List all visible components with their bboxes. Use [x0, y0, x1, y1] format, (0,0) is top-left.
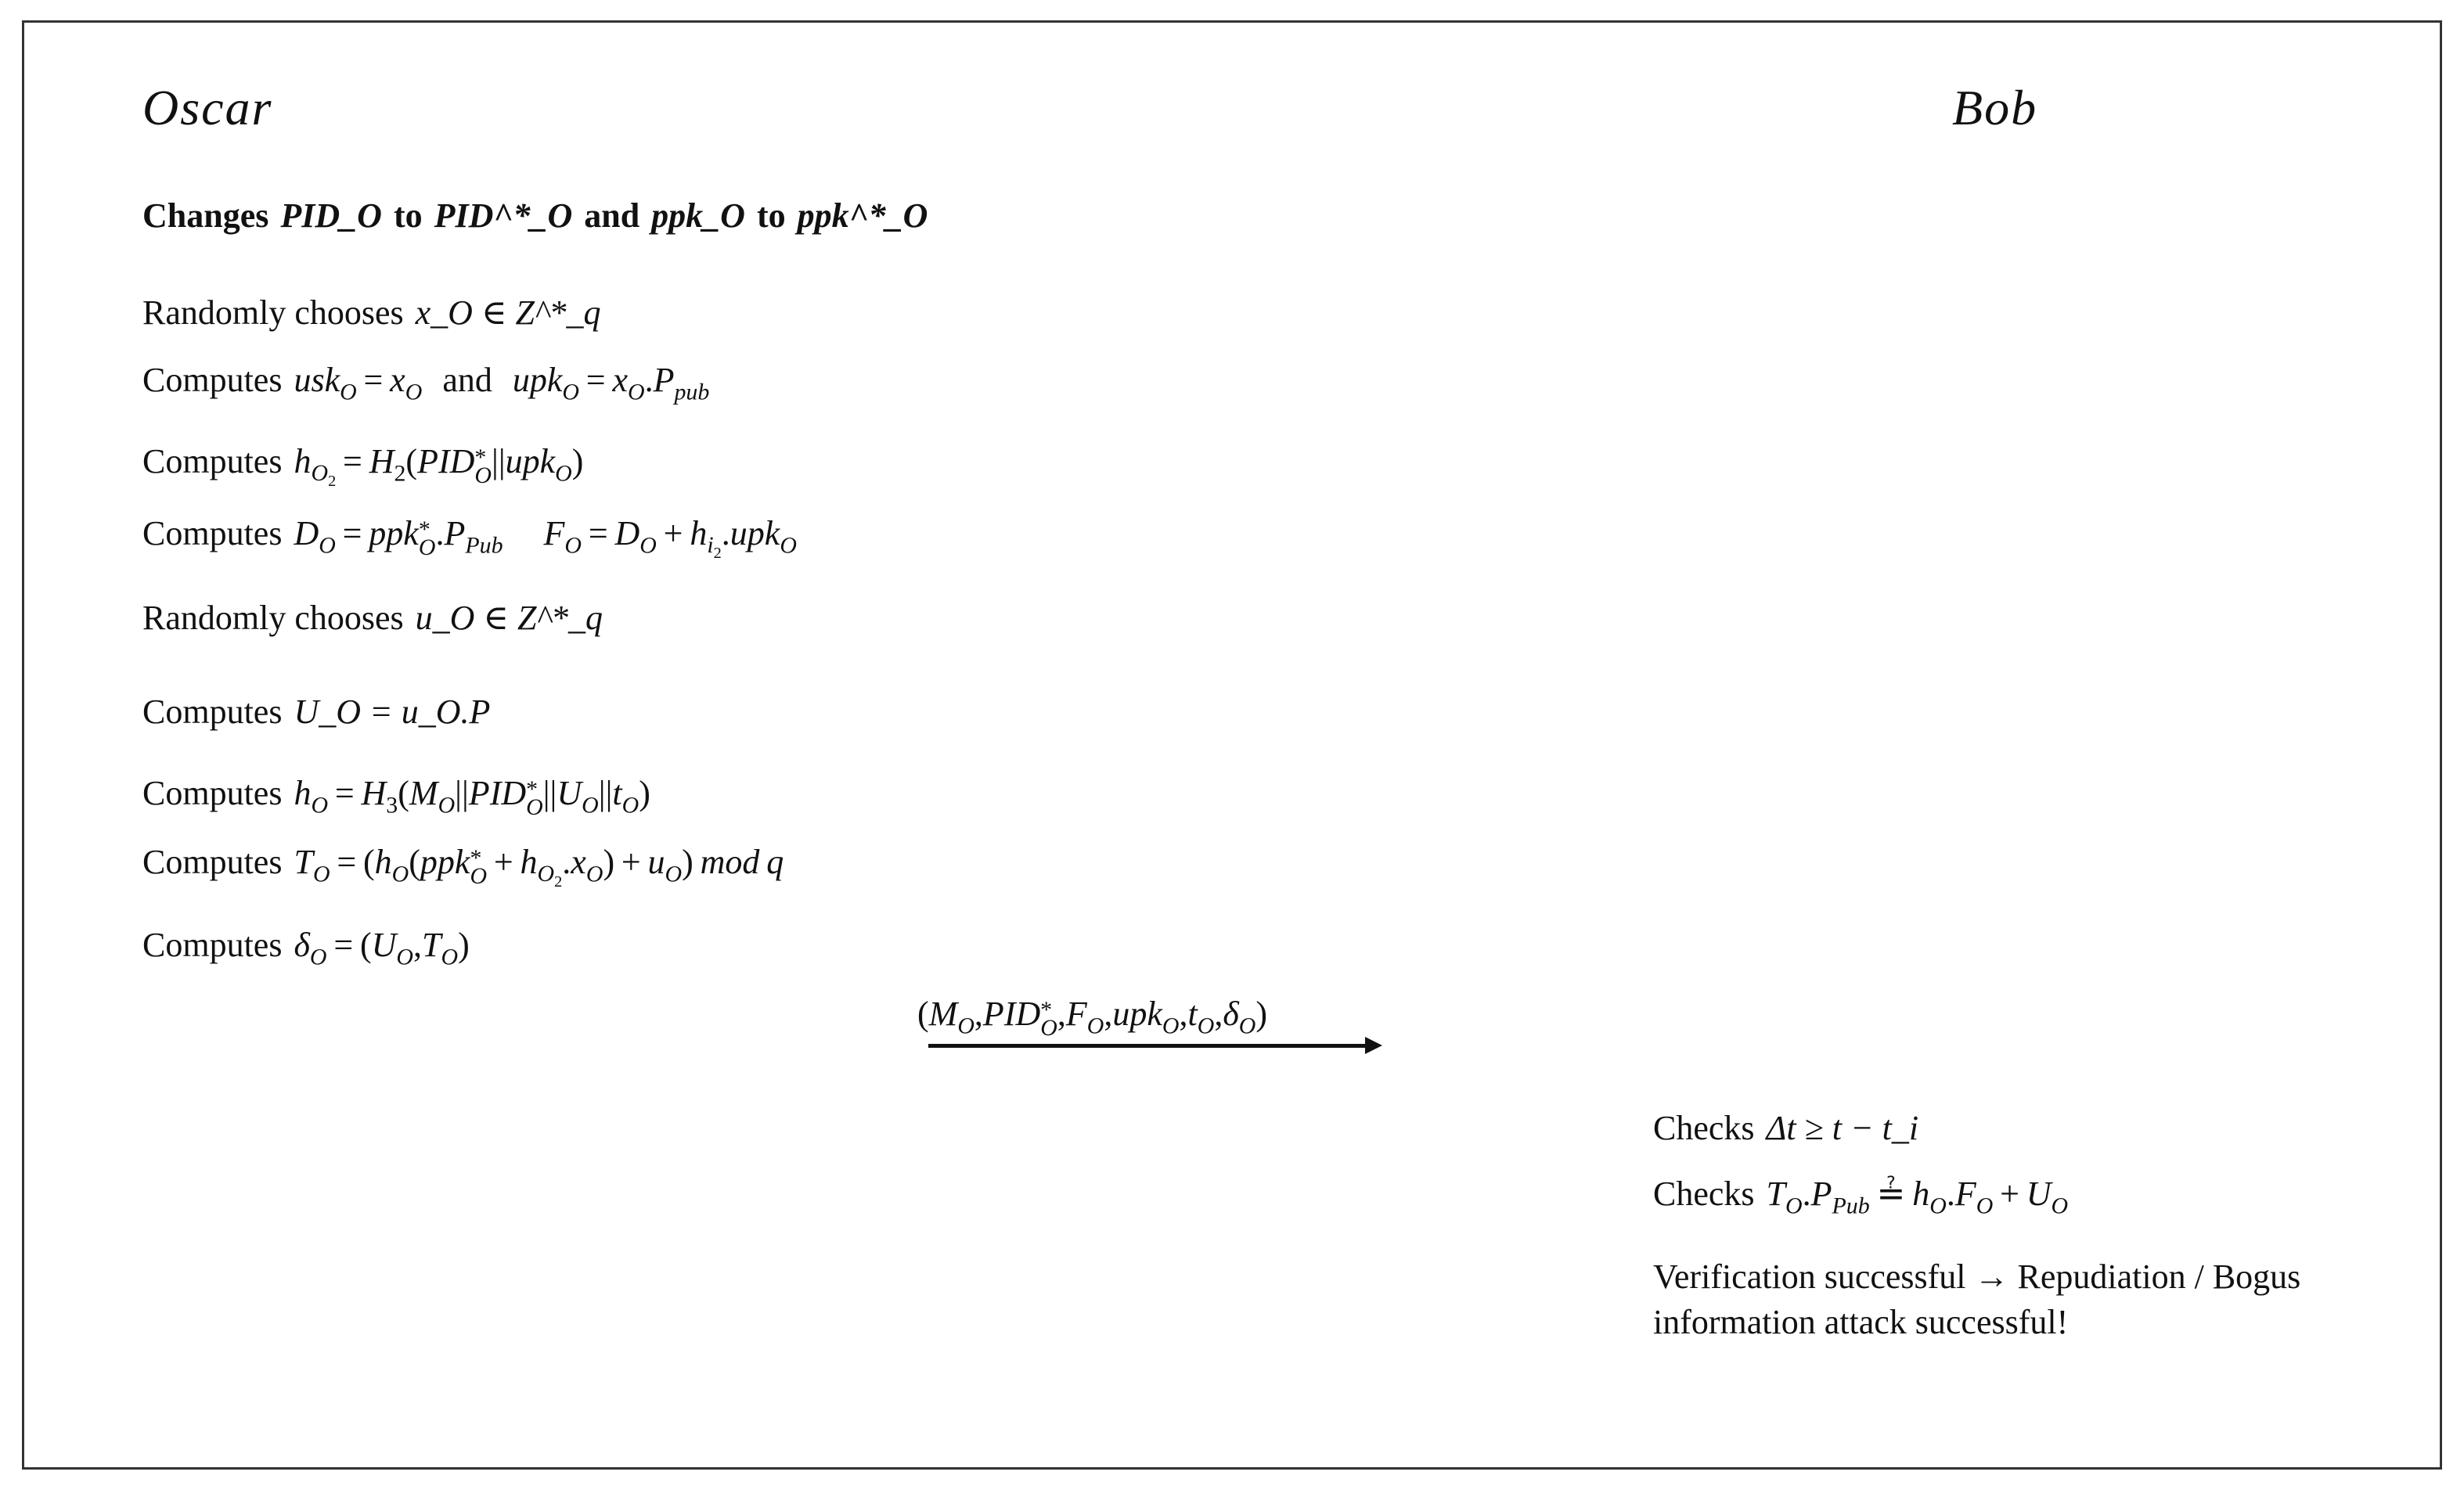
oscar-step: [142, 595, 606, 642]
math-expression: $T_O.P_{Pub}$ ≟ $h_O.F_O + U_O$: [1766, 1175, 2069, 1219]
math-expression: PID^*_O: [434, 196, 573, 235]
step-text: Verification successful → Repudiation / Bogus: [1653, 1258, 2301, 1296]
math-expression: $h_O = H_3(M_O||PID$ * O $||U_O||t_O$): [294, 774, 650, 821]
step-text: to: [747, 196, 794, 235]
step-text: Computes: [142, 442, 291, 480]
bob-result-text: [1653, 1299, 2068, 1346]
math-expression: $\delta_O = (U_O,T_O)$: [294, 926, 470, 970]
oscar-step: [142, 839, 787, 891]
oscar-step: [142, 689, 493, 736]
oscar-step: [142, 357, 712, 404]
math-expression: u_O ∈ Z^*_q: [415, 599, 603, 637]
oscar-step: [142, 922, 473, 969]
math-expression: $T_O = (h_O(ppk$ * O + $h_{O_2}.x_O) + u_O$) mod q: [294, 843, 784, 891]
party-bob-label: Bob: [1952, 80, 2038, 135]
oscar-step: [142, 290, 604, 336]
math-expression: $D_O$ = ppk * O $.P_{Pub}$: [294, 514, 503, 561]
step-text: Checks: [1653, 1109, 1763, 1147]
step-text: Computes: [142, 514, 291, 552]
step-text: Computes: [142, 361, 291, 399]
math-expression: U_O = u_O.P: [294, 693, 491, 731]
step-text: Randomly chooses: [142, 293, 412, 332]
message-label: [914, 991, 1270, 1042]
party-oscar-label: Oscar: [142, 80, 273, 135]
math-expression: $F_O = D_O + h_{i_2}.upk_O$: [543, 514, 797, 563]
bob-step: [1653, 1105, 1922, 1152]
math-expression: $usk_O = x_O$: [294, 361, 423, 405]
oscar-step: [142, 510, 800, 563]
step-text: Computes: [142, 843, 291, 881]
step-text: Randomly chooses: [142, 599, 412, 637]
math-expression: x_O ∈ Z^*_q: [415, 293, 601, 332]
oscar-step: [142, 192, 931, 239]
oscar-step: [142, 438, 586, 491]
math-expression: $upk_O = x_O.P_{pub}$: [512, 361, 710, 405]
math-expression: Δt ≥ t − t_i: [1766, 1109, 1919, 1147]
math-expression: PID_O: [280, 196, 382, 235]
message-arrow-right: [928, 1044, 1382, 1049]
math-expression: ($M_O,PID$ * O $,F_O,upk_O,t_O,\delta_O$): [917, 995, 1268, 1042]
step-text: Changes: [142, 196, 278, 235]
step-text: Computes: [142, 774, 291, 812]
step-text: and: [425, 361, 510, 399]
math-expression: ppk^*_O: [797, 196, 928, 235]
bob-result-text: [1653, 1254, 2300, 1301]
math-expression: ppk_O: [651, 196, 745, 235]
bob-step: [1653, 1171, 2071, 1218]
step-text: to: [384, 196, 431, 235]
step-text: Computes: [142, 693, 291, 731]
step-text: Computes: [142, 926, 291, 964]
math-expression: $h_{O_2} = H_2(PID$ * O ||upk$_O$): [294, 442, 584, 491]
step-text: Checks: [1653, 1175, 1763, 1213]
step-text: [506, 514, 541, 552]
step-text: information attack successful!: [1653, 1303, 2069, 1341]
oscar-step: [142, 770, 654, 821]
step-text: and: [575, 196, 649, 235]
